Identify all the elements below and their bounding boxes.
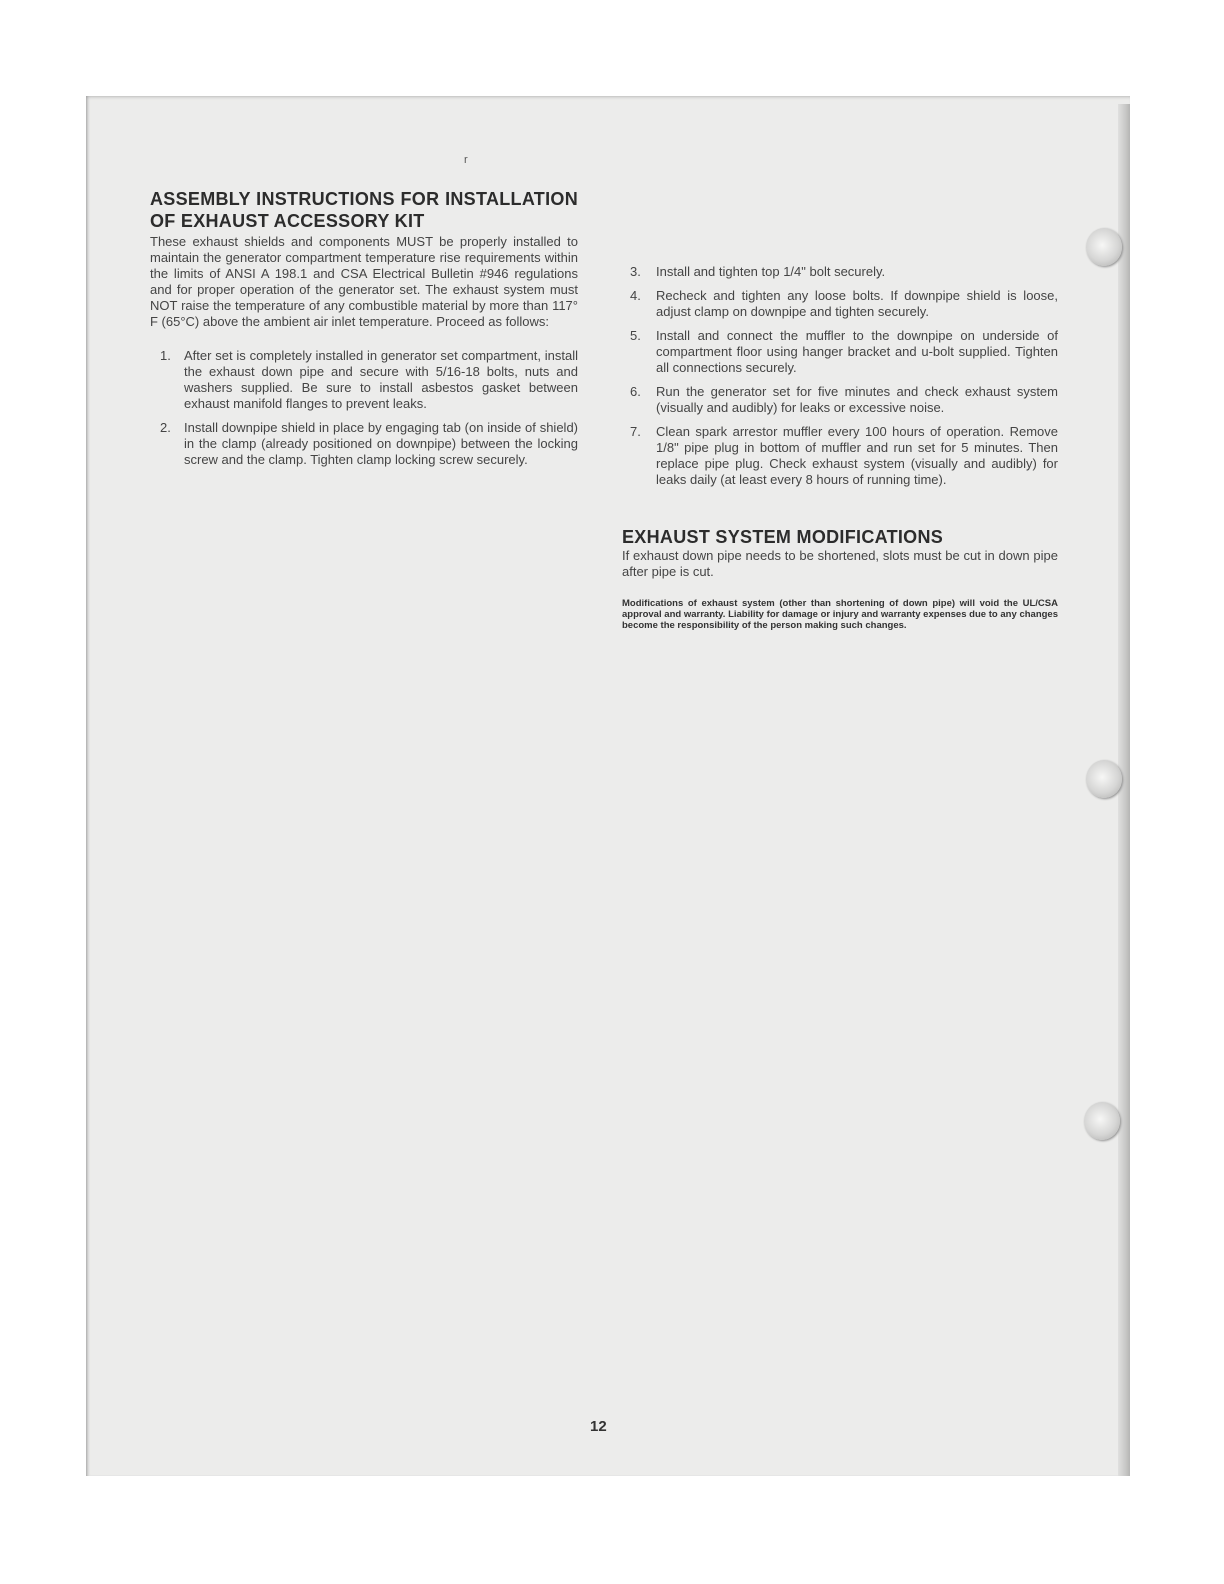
list-item: [150, 348, 578, 412]
list-item: [622, 424, 1058, 488]
step-text: After set is completely installed in generator set compartment, install the exhaust down pipe and secure with 5/16-18 bolts, nuts and washers supplied. Be sure to install asbestos gasket between exhaust manifold flanges to prevent leaks.: [184, 348, 578, 411]
list-item: [622, 264, 1058, 280]
step-number: 3.: [630, 264, 641, 279]
step-text: Run the generator set for five minutes and check exhaust system (visually and audibly) for leaks or excessive noise.: [656, 384, 1058, 415]
modifications-paragraph: If exhaust down pipe needs to be shortened, slots must be cut in down pipe after pipe is cut.: [622, 548, 1058, 579]
binder-hole: [1086, 760, 1122, 798]
step-text: Recheck and tighten any loose bolts. If downpipe shield is loose, adjust clamp on downpipe and tighten securely.: [656, 288, 1058, 319]
list-item: [150, 420, 578, 468]
list-item: [622, 288, 1058, 320]
right-column: [622, 264, 1058, 631]
step-text: Clean spark arrestor muffler every 100 hours of operation. Remove 1/8" pipe plug in bottom of muffler and run set for 5 minutes. Then replace pipe plug. Check exhaust system (visually and audibly) for leaks daily (at least every 8 hours of running time).: [656, 424, 1058, 487]
step-list-right: [622, 264, 1058, 488]
manual-page: [86, 96, 1130, 1476]
step-number: 5.: [630, 328, 641, 343]
list-item: [622, 384, 1058, 416]
section-heading-assembly: ASSEMBLY INSTRUCTIONS FOR INSTALLATION OF EXHAUST ACCESSORY KIT: [150, 189, 578, 231]
step-text: Install and tighten top 1/4" bolt securely.: [656, 264, 886, 279]
step-text: Install and connect the muffler to the downpipe on underside of compartment floor using hanger bracket and u-bolt supplied. Tighten all connections securely.: [656, 328, 1058, 375]
step-number: 6.: [630, 384, 641, 399]
list-item: [622, 328, 1058, 376]
binder-hole: [1084, 1102, 1120, 1140]
page-number: 12: [590, 1418, 607, 1435]
warning-note: Modifications of exhaust system (other than shortening of down pipe) will void the UL/CSA approval and warranty. Liability for damage or injury and warranty expenses due to any changes become the responsibility of the person making such changes.: [622, 598, 1058, 631]
left-column: [150, 188, 578, 476]
binder-hole: [1086, 228, 1122, 266]
section-heading-modifications: EXHAUST SYSTEM MODIFICATIONS: [622, 527, 944, 547]
step-number: 2.: [160, 420, 171, 435]
step-number: 7.: [630, 424, 641, 439]
intro-paragraph: These exhaust shields and components MUST be properly installed to maintain the generator compartment temperature rise requirements within the limits of ANSI A 198.1 and CSA Electrical Bulletin #946 regulations and for proper operation of the generator set. The exhaust system must NOT raise the temperature of any combustible material by more than 117° F (65°C) above the ambient air inlet temperature. Proceed as follows:: [150, 234, 578, 329]
step-number: 1.: [160, 348, 171, 363]
page-edge: [1118, 104, 1130, 1476]
stray-mark: r: [464, 154, 468, 166]
step-number: 4.: [630, 288, 641, 303]
step-text: Install downpipe shield in place by engaging tab (on inside of shield) in the clamp (already positioned on downpipe) between the locking screw and the clamp. Tighten clamp locking screw securely.: [184, 420, 578, 467]
step-list-left: [150, 348, 578, 468]
